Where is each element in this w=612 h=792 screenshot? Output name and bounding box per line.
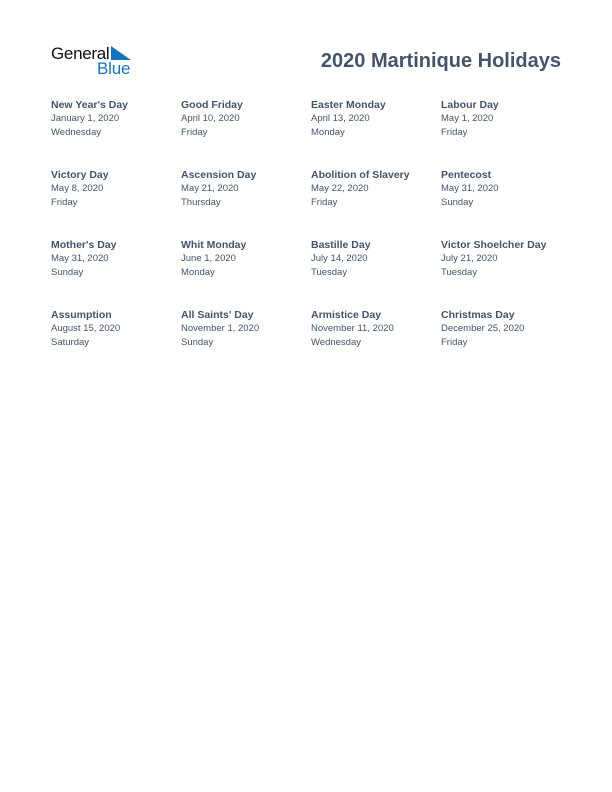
holiday-weekday: Monday xyxy=(181,266,215,278)
holiday-entry xyxy=(51,238,181,308)
holiday-name: Whit Monday xyxy=(181,239,247,251)
holiday-weekday: Friday xyxy=(441,126,468,138)
holiday-date: November 11, 2020 xyxy=(311,323,394,334)
holiday-weekday: Wednesday xyxy=(51,126,101,138)
holiday-weekday: Thursday xyxy=(181,196,221,208)
holiday-entry xyxy=(51,168,181,238)
holiday-entry xyxy=(311,308,441,378)
holiday-name: Victor Shoelcher Day xyxy=(441,239,547,251)
holiday-entry xyxy=(441,168,571,238)
holiday-name: Bastille Day xyxy=(311,239,371,251)
holiday-entry xyxy=(311,168,441,238)
logo-word-general: General xyxy=(51,44,110,63)
holiday-date: May 21, 2020 xyxy=(181,183,239,194)
holiday-name: Christmas Day xyxy=(441,309,515,321)
holiday-entry xyxy=(181,98,311,168)
holiday-date: May 1, 2020 xyxy=(441,113,494,124)
holiday-entry xyxy=(441,308,571,378)
holiday-weekday: Tuesday xyxy=(441,266,478,278)
holiday-weekday: Friday xyxy=(311,196,338,208)
logo-triangle-icon xyxy=(111,46,131,60)
holiday-weekday: Tuesday xyxy=(311,266,348,278)
holiday-entry xyxy=(441,98,571,168)
holiday-entry xyxy=(311,238,441,308)
holiday-date: April 13, 2020 xyxy=(311,113,370,124)
holiday-date: November 1, 2020 xyxy=(181,323,260,334)
holiday-date: May 8, 2020 xyxy=(51,183,104,194)
holiday-name: Easter Monday xyxy=(311,99,386,111)
holiday-weekday: Monday xyxy=(311,126,345,138)
holiday-date: August 15, 2020 xyxy=(51,323,121,334)
holiday-entry xyxy=(181,308,311,378)
holiday-name: All Saints' Day xyxy=(181,309,254,321)
holiday-name: Pentecost xyxy=(441,169,492,181)
holiday-weekday: Friday xyxy=(181,126,208,138)
holiday-weekday: Sunday xyxy=(51,266,84,278)
holiday-weekday: Friday xyxy=(441,336,468,348)
holiday-entry xyxy=(441,238,571,308)
page-title: 2020 Martinique Holidays xyxy=(320,50,561,72)
holiday-entry xyxy=(311,98,441,168)
holiday-date: July 21, 2020 xyxy=(441,253,498,264)
holiday-name: Victory Day xyxy=(51,169,109,181)
holiday-date: May 22, 2020 xyxy=(311,183,369,194)
holiday-date: May 31, 2020 xyxy=(441,183,499,194)
holiday-name: Ascension Day xyxy=(181,169,257,181)
holiday-entry xyxy=(51,98,181,168)
holiday-date: January 1, 2020 xyxy=(51,113,120,124)
holiday-entry xyxy=(181,168,311,238)
holiday-name: Mother's Day xyxy=(51,239,117,251)
holiday-entry xyxy=(181,238,311,308)
logo-word-blue: Blue xyxy=(97,59,131,78)
holiday-weekday: Sunday xyxy=(441,196,474,208)
holiday-date: July 14, 2020 xyxy=(311,253,368,264)
holiday-name: Labour Day xyxy=(441,99,499,111)
holiday-date: April 10, 2020 xyxy=(181,113,240,124)
generalblue-logo xyxy=(51,44,141,78)
holiday-date: June 1, 2020 xyxy=(181,253,236,264)
holiday-date: December 25, 2020 xyxy=(441,323,525,334)
holiday-name: Armistice Day xyxy=(311,309,382,321)
holiday-date: May 31, 2020 xyxy=(51,253,109,264)
holiday-name: Assumption xyxy=(51,309,112,321)
holiday-weekday: Wednesday xyxy=(311,336,361,348)
holiday-name: Good Friday xyxy=(181,99,243,111)
holiday-grid xyxy=(51,98,571,378)
holiday-weekday: Friday xyxy=(51,196,78,208)
holiday-name: Abolition of Slavery xyxy=(311,169,410,181)
holiday-weekday: Sunday xyxy=(181,336,214,348)
holiday-weekday: Saturday xyxy=(51,336,90,348)
holiday-entry xyxy=(51,308,181,378)
holiday-name: New Year's Day xyxy=(51,99,129,111)
